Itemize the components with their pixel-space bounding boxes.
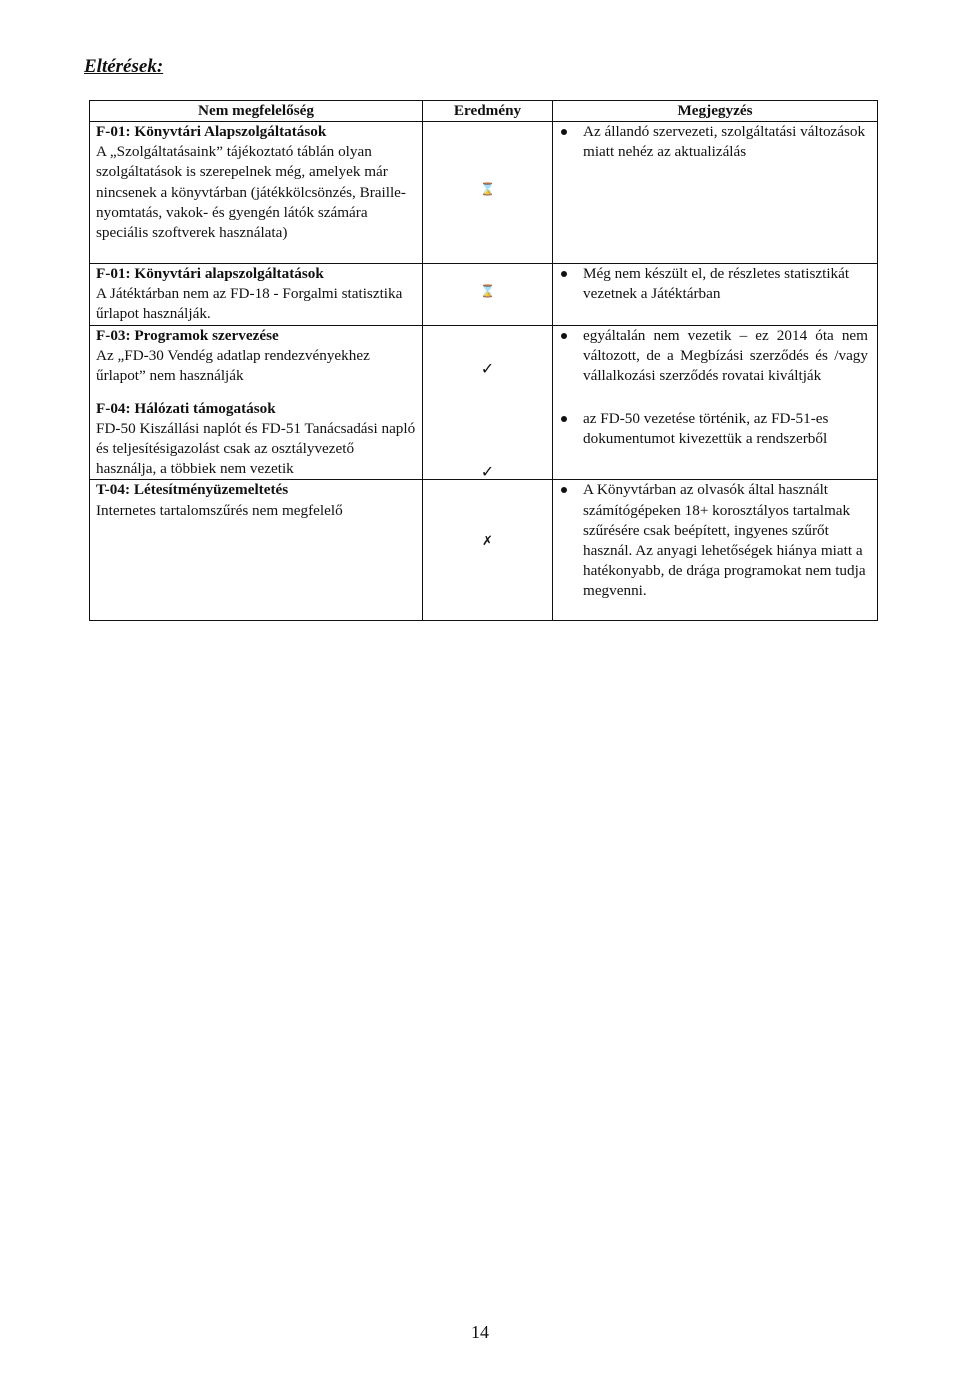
note-bullet <box>553 326 872 387</box>
hourglass-icon: ⌛ <box>480 284 495 298</box>
finding-description: Internetes tartalomszűrés nem megfelelő <box>96 501 343 519</box>
bullet-icon <box>561 416 567 422</box>
bullet-icon <box>561 129 567 135</box>
cross-icon: ✗ <box>482 534 493 550</box>
hourglass-icon: ⌛ <box>480 182 495 196</box>
nonconformity-table <box>89 100 878 621</box>
note-text: egyáltalán nem vezetik – ez 2014 óta nem változott, de a Megbízási szerződés és /vagy vállalkozási szerződés rovatai kiváltják <box>583 327 868 385</box>
note-cell <box>553 480 878 621</box>
note-cell <box>553 264 878 326</box>
column-header-result: Eredmény <box>423 101 553 122</box>
note-text: A Könyvtárban az olvasók által használt számítógépeken 18+ korosztályos tartalmak szűrésére csak beépített, ingyenes szűrőt használ. Az anyagi lehetőségek hiánya miatt a hatékonyabb, de drága programokat nem tudja megvenni. <box>583 481 866 600</box>
bullet-icon <box>561 333 567 339</box>
finding-title: F-03: Programok szervezése <box>96 327 279 344</box>
result-cell <box>423 264 553 326</box>
result-cell <box>423 480 553 621</box>
check-icon: ✓ <box>480 462 495 481</box>
finding-description: A Játéktárban nem az FD-18 - Forgalmi statisztika űrlapot használják. <box>96 285 403 323</box>
note-text: Az állandó szervezeti, szolgáltatási változások miatt nehéz az aktualizálás <box>583 123 866 161</box>
bullet-icon <box>561 271 567 277</box>
column-header-nonconformity: Nem megfelelőség <box>90 101 423 122</box>
note-bullet <box>553 480 872 601</box>
note-text: az FD-50 vezetése történik, az FD-51-es dokumentumot kivezettük a rendszerből <box>583 409 829 447</box>
result-cell <box>423 326 553 480</box>
finding-description: FD-50 Kiszállási naplót és FD-51 Tanácsadási napló és teljesítésigazolást csak az osztályvezető használja, a többiek nem vezetik <box>96 419 416 478</box>
finding-title: F-01: Könyvtári Alapszolgáltatások <box>96 123 327 140</box>
table-row <box>90 480 878 621</box>
table-header-row <box>90 101 878 122</box>
finding-title: F-01: Könyvtári alapszolgáltatások <box>96 265 324 282</box>
finding-title: T-04: Létesítményüzemeltetés <box>96 481 289 499</box>
table-row <box>90 264 878 326</box>
nonconformity-cell <box>90 264 423 326</box>
page-number: 14 <box>471 1322 489 1342</box>
finding-description: A „Szolgáltatásaink” tájékoztató táblán olyan szolgáltatások is szerepelnek még, amelyek már nincsenek a könyvtárban (játékkölcsönzés, Braille-nyomtatás, vakok- és gyengén látók számára speciális szoftverek használata) <box>96 143 406 242</box>
note-bullet <box>553 122 872 162</box>
finding-title: F-04: Hálózati támogatások <box>96 399 276 417</box>
result-cell <box>423 122 553 264</box>
nonconformity-cell <box>90 480 423 621</box>
note-cell <box>553 122 878 264</box>
nonconformity-cell <box>90 122 423 264</box>
note-bullet <box>553 409 872 449</box>
nonconformity-cell <box>90 326 423 480</box>
note-bullet <box>553 264 872 304</box>
finding-description: Az „FD-30 Vendég adatlap rendezvényekhez űrlapot” nem használják <box>96 347 370 385</box>
check-icon: ✓ <box>480 359 495 378</box>
note-text: Még nem készült el, de részletes statisztikát vezetnek a Játéktárban <box>583 265 850 303</box>
table-row <box>90 326 878 480</box>
table-row <box>90 122 878 264</box>
note-cell <box>553 326 878 480</box>
bullet-icon <box>561 487 567 493</box>
section-heading: Eltérések: <box>84 56 164 77</box>
column-header-note: Megjegyzés <box>553 101 878 122</box>
